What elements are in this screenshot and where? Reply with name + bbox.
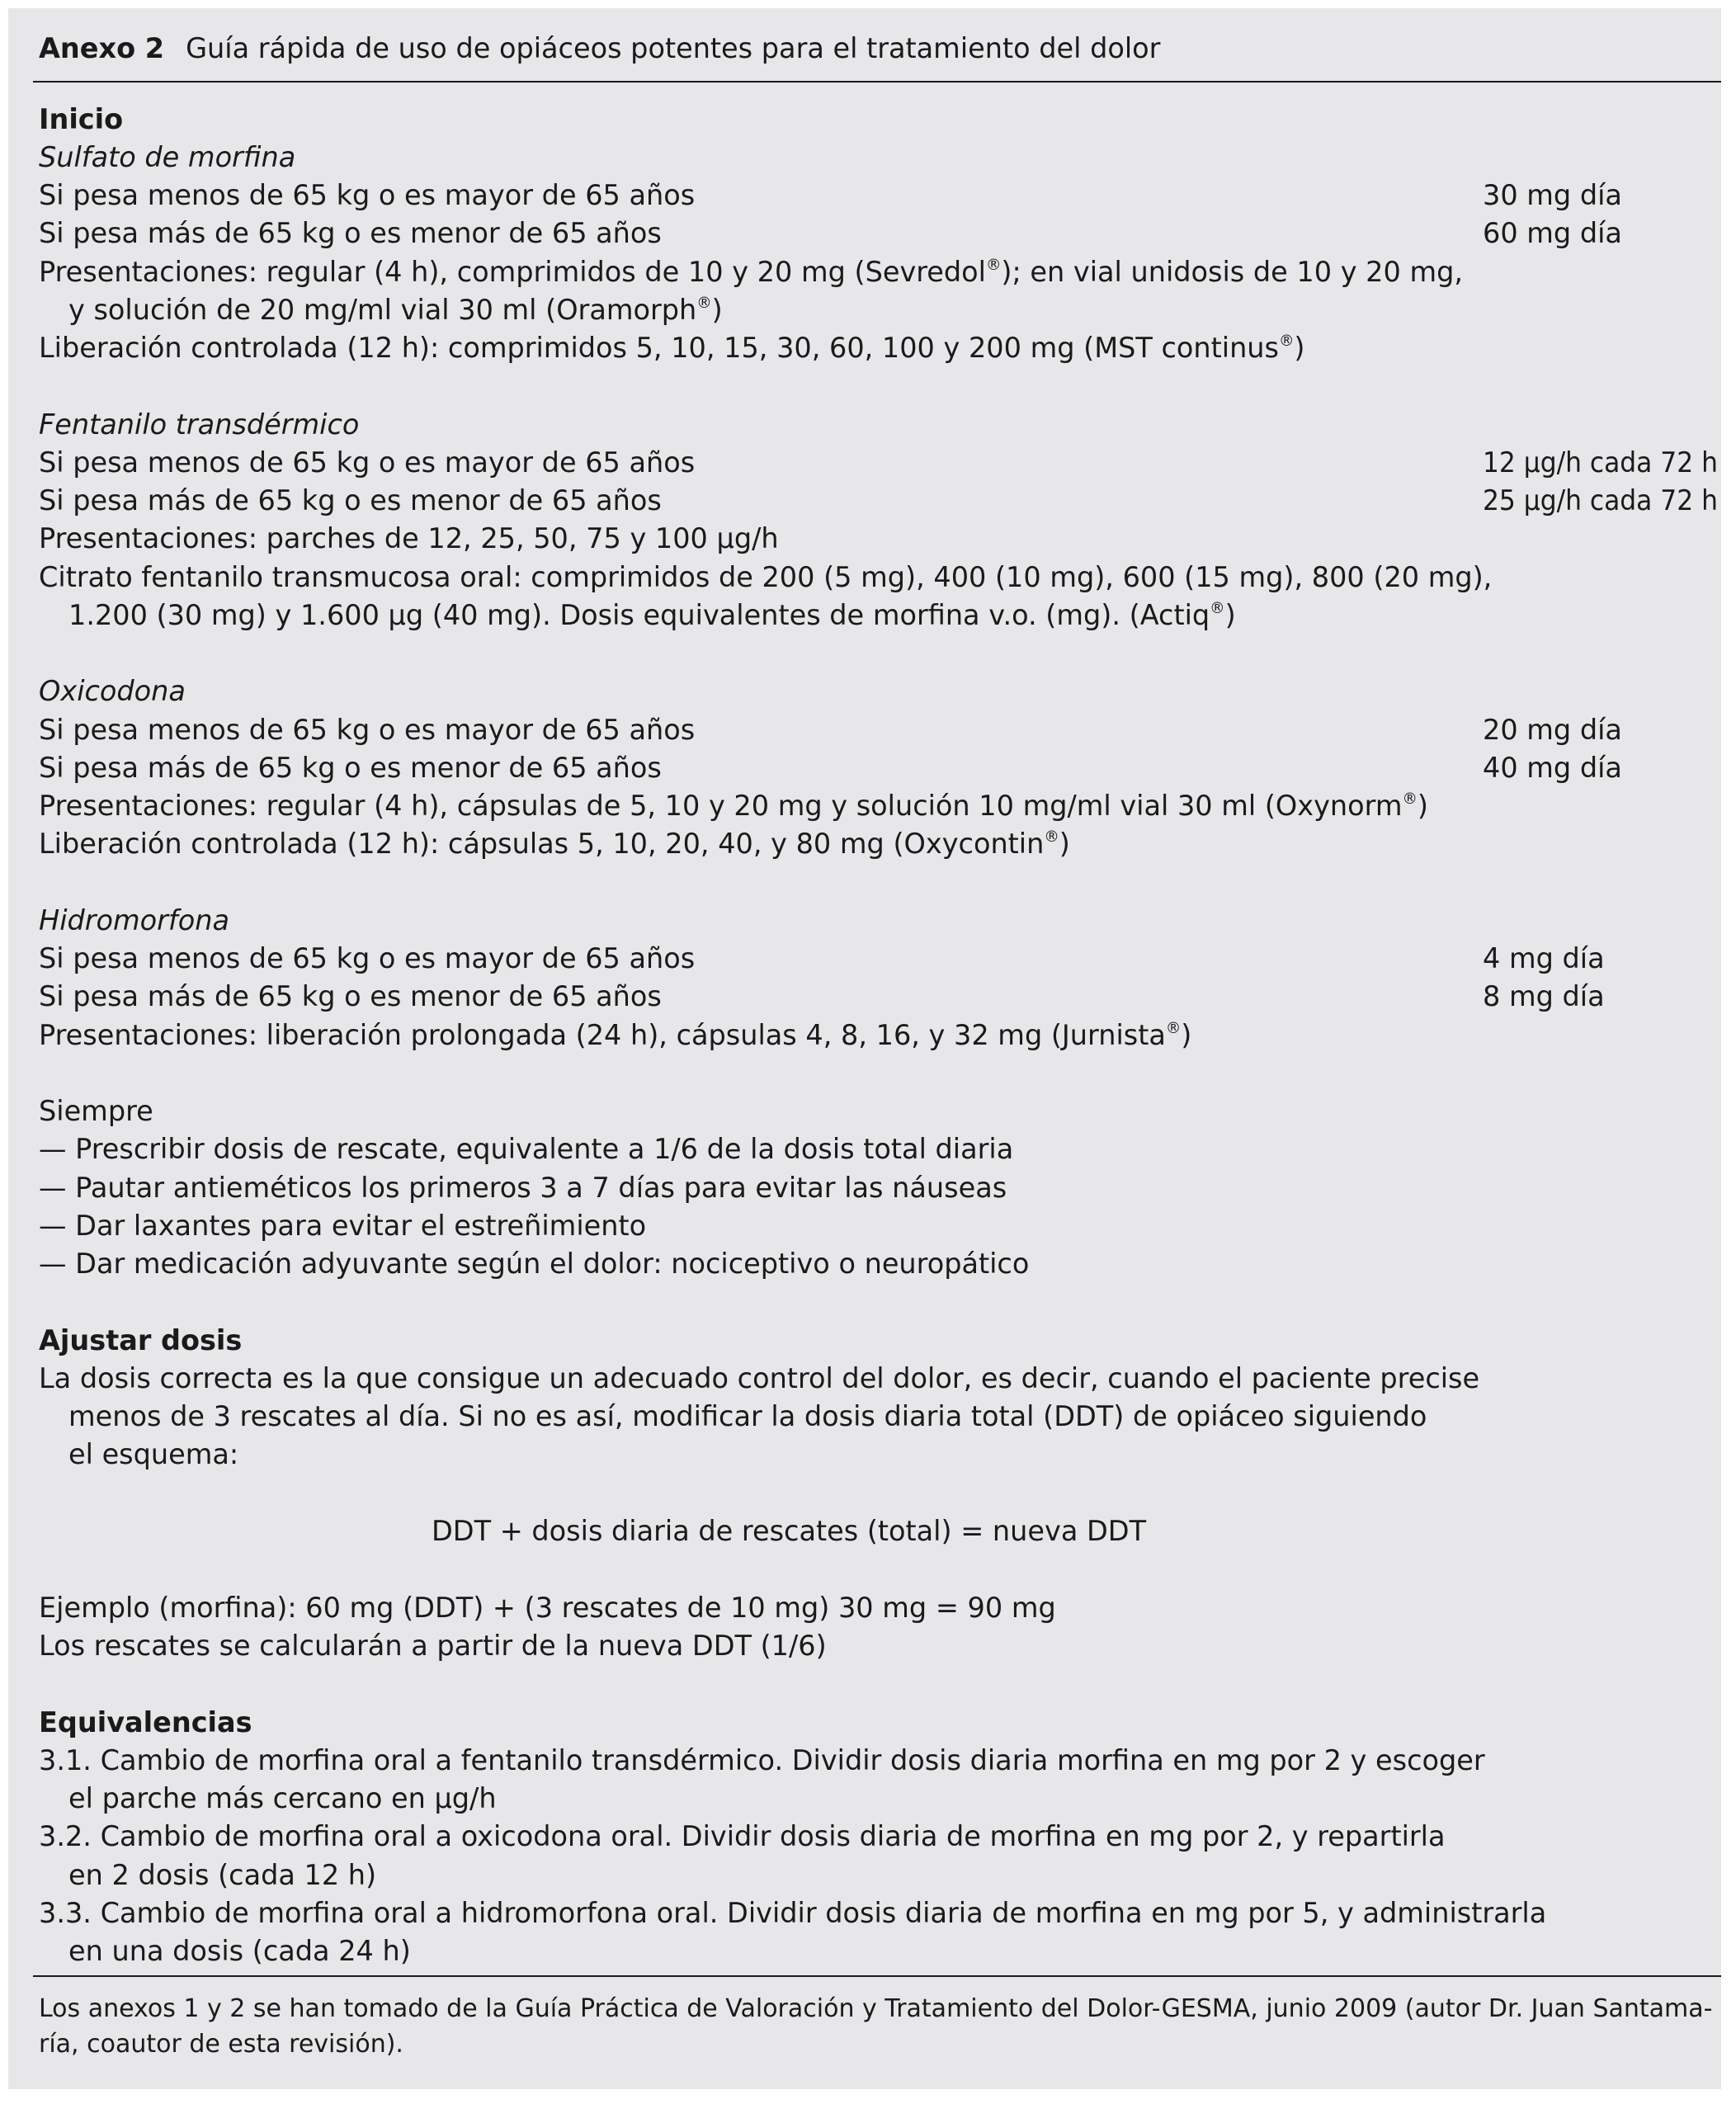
- registered-mark: ®: [985, 257, 1002, 275]
- equivalencia-3-cont: en una dosis (cada 24 h): [68, 1935, 411, 1967]
- morfina-row2: Si pesa más de 65 kg o es menor de 65 años: [39, 217, 662, 249]
- siempre-heading: Siempre: [39, 1095, 153, 1127]
- morfina-row1: Si pesa menos de 65 kg o es mayor de 65 años: [39, 179, 696, 211]
- equivalencia-2-cont: en 2 dosis (cada 12 h): [68, 1859, 377, 1891]
- ajustar-line2: menos de 3 rescates al día. Si no es así, modificar la dosis diaria total (DDT) de opiáceo siguiendo: [68, 1400, 1427, 1432]
- registered-mark: ®: [1279, 333, 1295, 351]
- oxicodona-presentaciones: Presentaciones: regular (4 h), cápsulas de 5, 10 y 20 mg y solución 10 mg/ml vial 30 ml (Oxynorm®): [39, 790, 1428, 822]
- oxicodona-dose1: 20 mg día: [1483, 714, 1622, 746]
- equivalencia-1-cont: el parche más cercano en µg/h: [68, 1782, 497, 1814]
- fentanilo-citrato: Citrato fentanilo transmucosa oral: comprimidos de 200 (5 mg), 400 (10 mg), 600 (15 mg), 800 (20 mg),: [39, 561, 1493, 593]
- siempre-item: — Prescribir dosis de rescate, equivalente a 1/6 de la dosis total diaria: [39, 1133, 1014, 1165]
- hidromorfona-dose2: 8 mg día: [1483, 980, 1605, 1012]
- registered-mark: ®: [1210, 600, 1225, 618]
- morfina-dose1: 30 mg día: [1483, 179, 1622, 211]
- oxicodona-name: Oxicodona: [39, 675, 186, 707]
- footnote-rule: [33, 1975, 1721, 1977]
- inicio-heading: Inicio: [39, 103, 124, 135]
- ajustar-heading: Ajustar dosis: [39, 1324, 243, 1356]
- morfina-liberacion: Liberación controlada (12 h): comprimidos 5, 10, 15, 30, 60, 100 y 200 mg (MST continus®): [39, 332, 1305, 364]
- fentanilo-citrato-cont: 1.200 (30 mg) y 1.600 µg (40 mg). Dosis equivalentes de morfina v.o. (mg). (Actiq®): [68, 599, 1236, 631]
- oxicodona-row1: Si pesa menos de 65 kg o es mayor de 65 años: [39, 714, 696, 746]
- registered-mark: ®: [696, 295, 712, 313]
- equivalencia-2: 3.2. Cambio de morfina oral a oxicodona oral. Dividir dosis diaria de morfina en mg por 2, y repartirla: [39, 1820, 1446, 1852]
- morfina-presentaciones-cont: y solución de 20 mg/ml vial 30 ml (Oramorph®): [68, 294, 723, 326]
- siempre-item: — Dar laxantes para evitar el estreñimiento: [39, 1210, 647, 1242]
- oxicodona-row2: Si pesa más de 65 kg o es menor de 65 años: [39, 752, 662, 784]
- footnote-line1: Los anexos 1 y 2 se han tomado de la Guía Práctica de Valoración y Tratamiento del Dolor-GESMA, junio 2009 (autor Dr. Juan Santama-: [39, 1994, 1713, 2023]
- morfina-presentaciones: Presentaciones: regular (4 h), comprimidos de 10 y 20 mg (Sevredol®); en vial unidosis de 10 y 20 mg,: [39, 256, 1463, 288]
- ajustar-rescates: Los rescates se calcularán a partir de la nueva DDT (1/6): [39, 1630, 827, 1662]
- annex-title-line: [39, 32, 1160, 65]
- hidromorfona-name: Hidromorfona: [39, 904, 229, 936]
- title-rule: [33, 81, 1721, 83]
- hidromorfona-row2: Si pesa más de 65 kg o es menor de 65 años: [39, 980, 662, 1012]
- siempre-item: — Dar medicación adyuvante según el dolor: nociceptivo o neuropático: [39, 1248, 1030, 1280]
- siempre-item: — Pautar antieméticos los primeros 3 a 7 días para evitar las náuseas: [39, 1172, 1007, 1204]
- fentanilo-presentaciones: Presentaciones: parches de 12, 25, 50, 75 y 100 µg/h: [39, 522, 779, 554]
- annex-title: Guía rápida de uso de opiáceos potentes para el tratamiento del dolor: [186, 32, 1161, 64]
- hidromorfona-dose1: 4 mg día: [1483, 942, 1605, 974]
- ajustar-line3: el esquema:: [68, 1438, 239, 1470]
- registered-mark: ®: [1165, 1020, 1182, 1038]
- annex-label: Anexo 2: [39, 32, 165, 64]
- fentanilo-dose2: 25 µg/h cada 72 h: [1483, 484, 1718, 517]
- fentanilo-row2: Si pesa más de 65 kg o es menor de 65 años: [39, 484, 662, 517]
- ajustar-line1: La dosis correcta es la que consigue un adecuado control del dolor, es decir, cuando el paciente precise: [39, 1362, 1480, 1394]
- hidromorfona-row1: Si pesa menos de 65 kg o es mayor de 65 años: [39, 942, 696, 974]
- morfina-dose2: 60 mg día: [1483, 217, 1622, 249]
- hidromorfona-presentaciones: Presentaciones: liberación prolongada (24 h), cápsulas 4, 8, 16, y 32 mg (Jurnista®): [39, 1019, 1192, 1051]
- fentanilo-row1: Si pesa menos de 65 kg o es mayor de 65 años: [39, 446, 696, 479]
- footnote-line2: ría, coautor de esta revisión).: [39, 2030, 403, 2059]
- equivalencia-1: 3.1. Cambio de morfina oral a fentanilo transdérmico. Dividir dosis diaria morfina en mg por 2 y escoger: [39, 1744, 1485, 1776]
- fentanilo-name: Fentanilo transdérmico: [39, 408, 360, 441]
- equivalencia-3: 3.3. Cambio de morfina oral a hidromorfona oral. Dividir dosis diaria de morfina en mg por 5, y administrarla: [39, 1897, 1547, 1929]
- oxicodona-liberacion: Liberación controlada (12 h): cápsulas 5, 10, 20, 40, y 80 mg (Oxycontin®): [39, 828, 1070, 860]
- ajustar-ejemplo: Ejemplo (morfina): 60 mg (DDT) + (3 rescates de 10 mg) 30 mg = 90 mg: [39, 1592, 1056, 1624]
- fentanilo-dose1: 12 µg/h cada 72 h: [1483, 446, 1718, 479]
- equivalencias-heading: Equivalencias: [39, 1706, 252, 1738]
- morfina-name: Sulfato de morfina: [39, 141, 296, 173]
- ajustar-formula: DDT + dosis diaria de rescates (total) = nueva DDT: [432, 1515, 1147, 1547]
- oxicodona-dose2: 40 mg día: [1483, 752, 1622, 784]
- registered-mark: ®: [1044, 828, 1059, 847]
- annex-page: [8, 8, 1721, 2089]
- registered-mark: ®: [1402, 790, 1418, 809]
